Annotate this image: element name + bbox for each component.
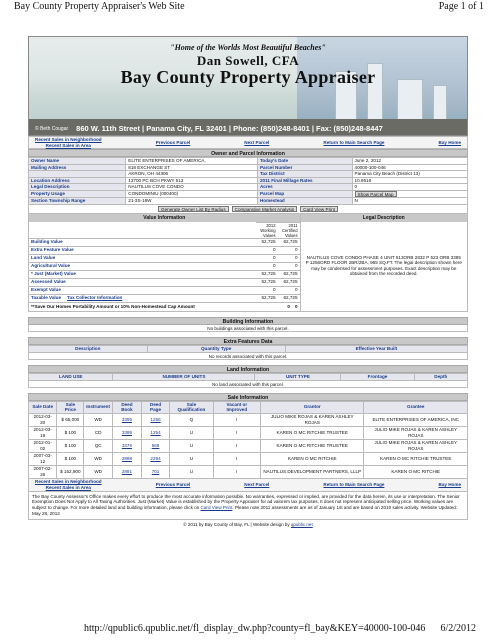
sales-cell: I (213, 426, 260, 439)
extra-col-year: Effective Year Built (285, 345, 467, 352)
land-section-header: Land Information (28, 365, 468, 373)
owner-row-value-2: N (352, 198, 467, 205)
copyright-text: © 2011 by Bay County of Bay, FL | Website design by (183, 521, 290, 527)
sales-table (28, 401, 468, 479)
deed-link[interactable]: 3395 (113, 426, 142, 439)
sales-cell: Q (170, 413, 213, 426)
owner-row-label-2: 2011 Final Millage Rates (257, 177, 352, 184)
card-view-print-button[interactable]: Card View Print (300, 206, 338, 212)
value-2012: 62,725 (256, 278, 278, 286)
sales-row (29, 413, 468, 426)
value-row-label (29, 294, 256, 302)
main-search-link[interactable]: Return to Main Search Page (323, 139, 385, 145)
sales-cell: I (213, 413, 260, 426)
owner-row-label-2: Parcel Map (257, 190, 352, 198)
value-2012: 62,725 (256, 238, 278, 246)
print-header-title: Bay County Property Appraiser's Web Site (14, 1, 185, 12)
owner-row-value: NAUTILUS COVE CONDO (126, 184, 258, 191)
address-line: 860 W. 11th Street | Panama City, FL 32401 | Phone: (850)248-8401 | Fax: (850)248-8447 (76, 124, 383, 133)
next-parcel-link[interactable]: Next Parcel (244, 139, 270, 145)
sales-cell: 2007-03-12 (29, 452, 57, 465)
deed-link[interactable]: 701 (141, 465, 169, 478)
sales-cell: 2012-03-19 (29, 426, 57, 439)
owner-row-value-2: Panama City Beach (District 13) (352, 171, 467, 178)
sales-cell: KAREN O MC RITCHIE TRUSTEE (261, 426, 364, 439)
next-parcel-link-bottom[interactable]: Next Parcel (244, 481, 270, 487)
deed-link[interactable]: 2891 (113, 465, 142, 478)
land-table (28, 373, 468, 381)
sales-cell: WD (84, 465, 113, 478)
sales-row (29, 452, 468, 465)
show-parcel-map-button[interactable]: Show Parcel Map (355, 191, 397, 197)
taxable-value-label: Taxable Value (31, 295, 62, 301)
sales-cell: KAREN O MC RITCHIE (261, 452, 364, 465)
copyright (28, 520, 468, 529)
sales-col-header: Vacant or Improved (213, 401, 260, 413)
print-header (14, 1, 484, 15)
owner-section-header: Owner and Parcel Information (28, 149, 468, 157)
value-2012: 0 (256, 262, 278, 270)
owner-row-value: ELITE ENTERPRISES OF AMERICA, (126, 158, 258, 165)
appraiser-name: Dan Sowell, CFA (196, 53, 300, 68)
sales-cell: CD (84, 426, 113, 439)
bay-home-link[interactable]: Bay Home (438, 139, 461, 145)
value-2012: 0 (256, 286, 278, 294)
sales-row (29, 465, 468, 478)
owner-row-value-2 (352, 190, 467, 198)
owner-row-value: 13700 PC BCH PKWY 513 (126, 177, 258, 184)
deed-link[interactable]: 3395 (113, 413, 142, 426)
site-banner (28, 36, 468, 136)
sales-cell: ELITE ENTERPRISES OF AMERICA, INC (364, 413, 468, 426)
portability-row (29, 303, 300, 311)
value-row (29, 238, 300, 246)
sales-cell: KAREN O MC RITCHIE (364, 465, 468, 478)
value-col-2011: 2011 Certified Values (278, 222, 300, 238)
owner-row-label-2: Today's Date (257, 158, 352, 165)
owner-row-value-2: 10.9518 (352, 177, 467, 184)
value-2011: 0 (278, 262, 300, 270)
owner-row-label-2: Tax District (257, 171, 352, 178)
extra-features-header: Extra Features Data (28, 337, 468, 345)
value-row-label: Extra Feature Value (29, 246, 256, 254)
legal-column (301, 214, 467, 311)
value-row-label: Building Value (29, 238, 256, 246)
sales-col-header: Sale Qualification (170, 401, 213, 413)
owner-row-value-2: 0 (352, 184, 467, 191)
owner-row-label: Location Address (29, 177, 126, 184)
value-row (29, 262, 300, 270)
land-col-frontage: Frontage (341, 373, 414, 380)
owner-row-value: 21-3S-16W (126, 198, 258, 205)
sales-cell: $ 152,900 (57, 465, 84, 478)
value-column (29, 214, 301, 311)
value-2011: 0 (278, 286, 300, 294)
value-row (29, 294, 300, 302)
sales-cell: JULIO MIKE ROJAS & KAREN ASHLEY ROJAS (364, 439, 468, 452)
sales-section-header: Sale Information (28, 393, 468, 401)
owner-row-value: AKRON, OH 44306 (126, 171, 258, 178)
value-2011: 62,725 (278, 238, 300, 246)
sales-col-header: Grantee (364, 401, 468, 413)
disclaimer (28, 492, 468, 520)
owner-row-value-2: 40000-100-046 (352, 164, 467, 171)
owner-row (29, 190, 468, 198)
bottom-nav (28, 479, 468, 492)
sales-cell: U (170, 452, 213, 465)
sales-cell: $ 100 (57, 426, 84, 439)
building-empty-message: No buildings associated with this parcel. (28, 325, 468, 332)
sales-cell: U (170, 426, 213, 439)
owner-list-radius-button[interactable]: Generate Owner List By Radius (158, 206, 229, 212)
value-row-label: * Just (Market) Value (29, 270, 256, 278)
value-section-header: Value Information (29, 214, 300, 222)
owner-row-label: Owner Name (29, 158, 126, 165)
value-2011: 0 (278, 254, 300, 262)
parcel-report (28, 136, 468, 529)
value-row (29, 278, 300, 286)
extra-col-description: Description (29, 345, 148, 352)
owner-row-label-2: Parcel Number (257, 164, 352, 171)
recent-sales-area-link-bottom[interactable]: Recent Sales in Area (45, 484, 91, 490)
sales-cell: NAUTILUS DEVELOPMENT PARTNERS, LLLP (261, 465, 364, 478)
sales-col-header: Deed Book (113, 401, 142, 413)
print-header-page: Page 1 of 1 (438, 1, 484, 12)
owner-row-label-2: Acres (257, 184, 352, 191)
extra-features-empty-message: No records associated with this parcel. (28, 353, 468, 360)
sales-cell: $ 100 (57, 452, 84, 465)
owner-row-value-2: June 2, 2012 (352, 158, 467, 165)
owner-row-label: Property Usage (29, 190, 126, 198)
deed-link[interactable]: 1256 (141, 413, 169, 426)
legal-description-text: NAUTILUS COVE CONDO PHASE 4 UNIT 513ORB 2832 P 523 ORB 3395 P 1256ORD FLOOR 2BR/2BA, 965 SQ.FT. The legal description shown here may be condensed for assessment purposes. Exact description may be obtained from the recorded deed. (305, 254, 462, 276)
sales-cell: I (213, 452, 260, 465)
value-2012: 0 (256, 254, 278, 262)
sales-row (29, 426, 468, 439)
sales-cell: $ 100 (57, 439, 84, 452)
value-row-label: Land Value (29, 254, 256, 262)
top-nav (28, 136, 468, 149)
sales-col-header: Grantor (261, 401, 364, 413)
sales-cell: WD (84, 413, 113, 426)
tax-collector-link[interactable]: Tax Collector Information (67, 295, 123, 301)
sales-col-header: Deed Page (141, 401, 169, 413)
disclaimer-text: The Bay County Assessor's Office makes every effort to produce the most accurate information possible. No warranties, expressed or implied, are provided for the data herein, its use or interpretation. The Senior Exemption Does Not Apply to All Taxing Authorities. Just (Market) Value is established by the Property Appraiser for ad valorem tax purposes. It does not represent anticipated selling price. Working values are subject to change. For more detailed land and building information, please click on (32, 493, 460, 511)
sales-cell: JULIO MIKE ROJAS & KAREN ASHLEY ROJAS (364, 426, 468, 439)
recent-sales-neighborhood-link-bottom[interactable]: Recent Sales in Neighborhood (35, 479, 102, 485)
sales-cell: U (170, 439, 213, 452)
value-2011: 62,725 (278, 294, 300, 302)
value-col-2012: 2012 Working Values (256, 222, 278, 238)
deed-link[interactable]: 1254 (141, 426, 169, 439)
bay-home-link-bottom[interactable]: Bay Home (438, 481, 461, 487)
main-search-link-bottom[interactable]: Return to Main Search Page (323, 481, 385, 487)
owner-row-label-2: Homestead (257, 198, 352, 205)
sales-cell: JULIO MIKE ROJAS & KAREN ASHLEY ROJAS (261, 413, 364, 426)
portability-label: **Save Our Homes Portability Amount or 10% Non-Homestead Cap Amount (31, 303, 195, 309)
owner-row-label: Mailing Address (29, 164, 126, 171)
sales-cell: I (213, 439, 260, 452)
sales-cell: KAREN O MC RITCHIE TRUSTEE (261, 439, 364, 452)
portability-2011: 0 (294, 303, 298, 309)
sales-cell: $ 65,000 (57, 413, 84, 426)
value-legal-section (28, 214, 468, 312)
land-col-unit-type: UNIT TYPE (255, 373, 341, 380)
portability-2012: 0 (287, 303, 290, 309)
sales-cell: WD (84, 452, 113, 465)
deed-link[interactable]: 2898 (113, 452, 142, 465)
land-col-depth: Depth (414, 373, 467, 380)
value-table (29, 222, 300, 303)
sales-cell: QC (84, 439, 113, 452)
owner-row-value: CONDOMINIU (000400) (126, 190, 258, 198)
deed-link[interactable]: 2294 (141, 452, 169, 465)
owner-row-label: Section Township Range (29, 198, 126, 205)
value-row-label: Agricultural Value (29, 262, 256, 270)
sales-row (29, 439, 468, 452)
sales-cell: I (213, 465, 260, 478)
recent-sales-area-link[interactable]: Recent Sales in Area (45, 142, 91, 148)
sales-cell: KAREN O MC RITCHIE TRUSTEE (364, 452, 468, 465)
legal-section-header: Legal Description (301, 214, 467, 222)
extra-features-table (28, 345, 468, 353)
market-analysis-button[interactable]: Comparative Market Analysis (232, 206, 298, 212)
disclaimer-card-view-link[interactable]: Card View Print (200, 505, 233, 511)
owner-table (28, 157, 468, 205)
qpublic-link[interactable]: qpublic.net (290, 521, 313, 527)
value-2011: 62,725 (278, 270, 300, 278)
owner-row-value: 818 EXCHANGE ST (126, 164, 258, 171)
deed-link[interactable]: 3376 (113, 439, 142, 452)
sales-cell: 2012-03-20 (29, 413, 57, 426)
disclaimer-text-2: . Please note 2011 assessments are as of January 1st and are based on 2010 sales activity. Website Updated: May 28, 2012 (32, 505, 458, 516)
print-footer-date: 6/2/2012 (440, 623, 476, 634)
sales-cell: 2012-01-02 (29, 439, 57, 452)
sales-cell: U (170, 465, 213, 478)
photo-credit: © Beth Cougar (35, 125, 69, 132)
owner-row (29, 198, 468, 205)
sales-cell: 2007-02-26 (29, 465, 57, 478)
previous-parcel-link[interactable]: Previous Parcel (155, 139, 191, 145)
value-row (29, 286, 300, 294)
previous-parcel-link-bottom[interactable]: Previous Parcel (155, 481, 191, 487)
value-2012: 0 (256, 246, 278, 254)
value-2011: 62,725 (278, 278, 300, 286)
value-2011: 0 (278, 246, 300, 254)
owner-actions (28, 205, 468, 214)
land-empty-message: No land associated with this parcel. (28, 381, 468, 388)
land-col-use: LAND USE (29, 373, 113, 380)
value-row-label: Assessed Value (29, 278, 256, 286)
value-row (29, 246, 300, 254)
sales-col-header: Sale Price (57, 401, 84, 413)
value-row (29, 254, 300, 262)
office-address (29, 124, 467, 133)
land-col-units: NUMBER OF UNITS (113, 373, 255, 380)
owner-row-label: Legal Description (29, 184, 126, 191)
banner-tagline: "Home of the Worlds Most Beautiful Beaches" (170, 43, 326, 52)
recent-sales-neighborhood-link[interactable]: Recent Sales in Neighborhood (35, 137, 102, 142)
value-row (29, 270, 300, 278)
office-title: Bay County Property Appraiser (120, 67, 376, 87)
sales-col-header: Sale Date (29, 401, 57, 413)
deed-link[interactable]: 566 (141, 439, 169, 452)
building-section-header: Building Information (28, 317, 468, 325)
value-2012: 62,725 (256, 270, 278, 278)
extra-col-quantity: Quantity Type (147, 345, 285, 352)
value-2012: 62,725 (256, 294, 278, 302)
sales-col-header: Instrument (84, 401, 113, 413)
value-row-label: Exempt Value (29, 286, 256, 294)
print-footer-url: http://qpublic6.qpublic.net/fl_display_dw.php?county=fl_bay&KEY=40000-100-046 (84, 623, 426, 634)
